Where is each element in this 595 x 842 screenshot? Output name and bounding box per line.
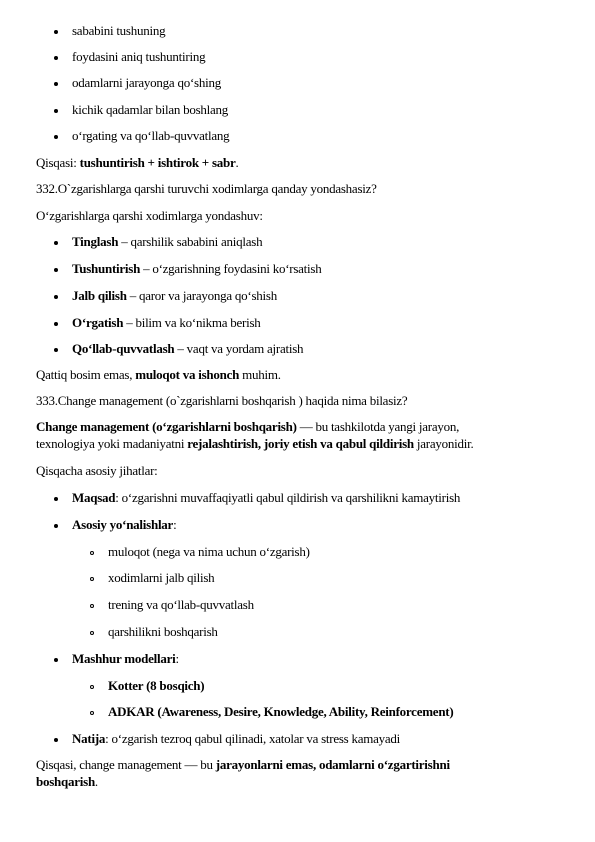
item-text: – qarshilik sababini aniqlash — [118, 234, 263, 249]
list-item: o‘rgating va qo‘llab-quvvatlang — [72, 128, 230, 143]
bullet — [54, 524, 58, 528]
sub-list-item: qarshilikni boshqarish — [108, 624, 218, 639]
summary-line — [36, 155, 239, 170]
bullet — [54, 109, 58, 113]
definition-text: jarayonidir. — [413, 436, 474, 451]
list-item-asosiy — [72, 517, 176, 532]
list-item — [72, 288, 277, 303]
list-item — [72, 234, 262, 249]
bullet — [54, 56, 58, 60]
summary-prefix: Qisqasi: — [36, 155, 80, 170]
bullet — [54, 82, 58, 86]
list-item: odamlarni jarayonga qo‘shing — [72, 75, 221, 90]
sub-list-item: xodimlarni jalb qilish — [108, 570, 215, 585]
item-bold: Maqsad — [72, 490, 116, 505]
sub-bullet — [90, 604, 94, 608]
list-item: sababini tushuning — [72, 23, 166, 38]
list-item: foydasini aniq tushuntiring — [72, 49, 206, 64]
item-bold: Natija — [72, 731, 106, 746]
sub-list-item: ADKAR (Awareness, Desire, Knowledge, Ability, Reinforcement) — [108, 704, 454, 719]
item-bold: Tinglash — [72, 234, 119, 249]
summary-line-2 — [36, 774, 98, 789]
item-bold: O‘rgatish — [72, 315, 124, 330]
definition-bold: rejalashtirish, joriy etish va qabul qildirish — [187, 436, 414, 451]
item-text: : — [173, 517, 177, 532]
item-text: – o‘zgarishning foydasini ko‘rsatish — [140, 261, 322, 276]
item-text: : o‘zgarishni muvaffaqiyatli qabul qildirish va qarshilikni kamaytirish — [115, 490, 461, 505]
summary-suffix: . — [235, 155, 239, 170]
item-text: – qaror va jarayonga qo‘shish — [126, 288, 277, 303]
sub-bullet — [90, 577, 94, 581]
list-item-natija — [72, 731, 400, 746]
list-item — [72, 261, 321, 276]
definition-line-2 — [36, 436, 473, 451]
item-text: : o‘zgarish tezroq qabul qilinadi, xatolar va stress kamayadi — [105, 731, 401, 746]
list-item: kichik qadamlar bilan boshlang — [72, 102, 229, 117]
item-text: : — [175, 651, 179, 666]
bullet — [54, 295, 58, 299]
bullet — [54, 658, 58, 662]
summary-bold: jarayonlarni emas, odamlarni o‘zgartirishni — [215, 757, 450, 772]
list-item — [72, 341, 303, 356]
definition-bold: Change management (o‘zgarishlarni boshqarish) — [36, 419, 297, 434]
bullet — [54, 497, 58, 501]
list-item-maqsad — [72, 490, 460, 505]
bullet — [54, 738, 58, 742]
summary-suffix: . — [94, 774, 98, 789]
summary-bold: tushuntirish + ishtirok + sabr — [79, 155, 236, 170]
intro-332: O‘zgarishlarga qarshi xodimlarga yondashuv: — [36, 208, 263, 223]
summary-line — [36, 367, 281, 382]
summary-prefix: Qisqasi, change management — bu — [36, 757, 216, 772]
item-bold: Jalb qilish — [72, 288, 127, 303]
sub-list-item: muloqot (nega va nima uchun o‘zgarish) — [108, 544, 310, 559]
sub-list-item: Kotter (8 bosqich) — [108, 678, 205, 693]
bullet — [54, 241, 58, 245]
bullet — [54, 30, 58, 34]
item-bold: Qo‘llab-quvvatlash — [72, 341, 175, 356]
list-item — [72, 315, 261, 330]
sub-bullet — [90, 551, 94, 555]
item-text: – vaqt va yordam ajratish — [174, 341, 304, 356]
definition-text: texnologiya yoki madaniyatni — [36, 436, 188, 451]
item-bold: Tushuntirish — [72, 261, 141, 276]
sub-bullet — [90, 631, 94, 635]
summary-prefix: Qattiq bosim emas, — [36, 367, 136, 382]
intro-333: Qisqacha asosiy jihatlar: — [36, 463, 158, 478]
bullet — [54, 268, 58, 272]
summary-bold: muloqot va ishonch — [135, 367, 240, 382]
bullet — [54, 348, 58, 352]
bullet — [54, 322, 58, 326]
question-332: 332.O`zgarishlarga qarshi turuvchi xodimlarga qanday yondashasiz? — [36, 181, 377, 196]
definition-text: — bu tashkilotda yangi jarayon, — [296, 419, 460, 434]
summary-bold: boshqarish — [36, 774, 95, 789]
summary-suffix: muhim. — [239, 367, 281, 382]
bullet — [54, 135, 58, 139]
summary-line-1 — [36, 757, 450, 772]
item-bold: Asosiy yo‘nalishlar — [72, 517, 174, 532]
sub-list-item: trening va qo‘llab-quvvatlash — [108, 597, 254, 612]
definition-line-1 — [36, 419, 459, 434]
item-bold: Mashhur modellari — [72, 651, 176, 666]
list-item-mashhur — [72, 651, 179, 666]
sub-bullet — [90, 711, 94, 715]
sub-bullet — [90, 685, 94, 689]
question-333: 333.Change management (o`zgarishlarni boshqarish ) haqida nima bilasiz? — [36, 393, 408, 408]
item-text: – bilim va ko‘nikma berish — [123, 315, 261, 330]
